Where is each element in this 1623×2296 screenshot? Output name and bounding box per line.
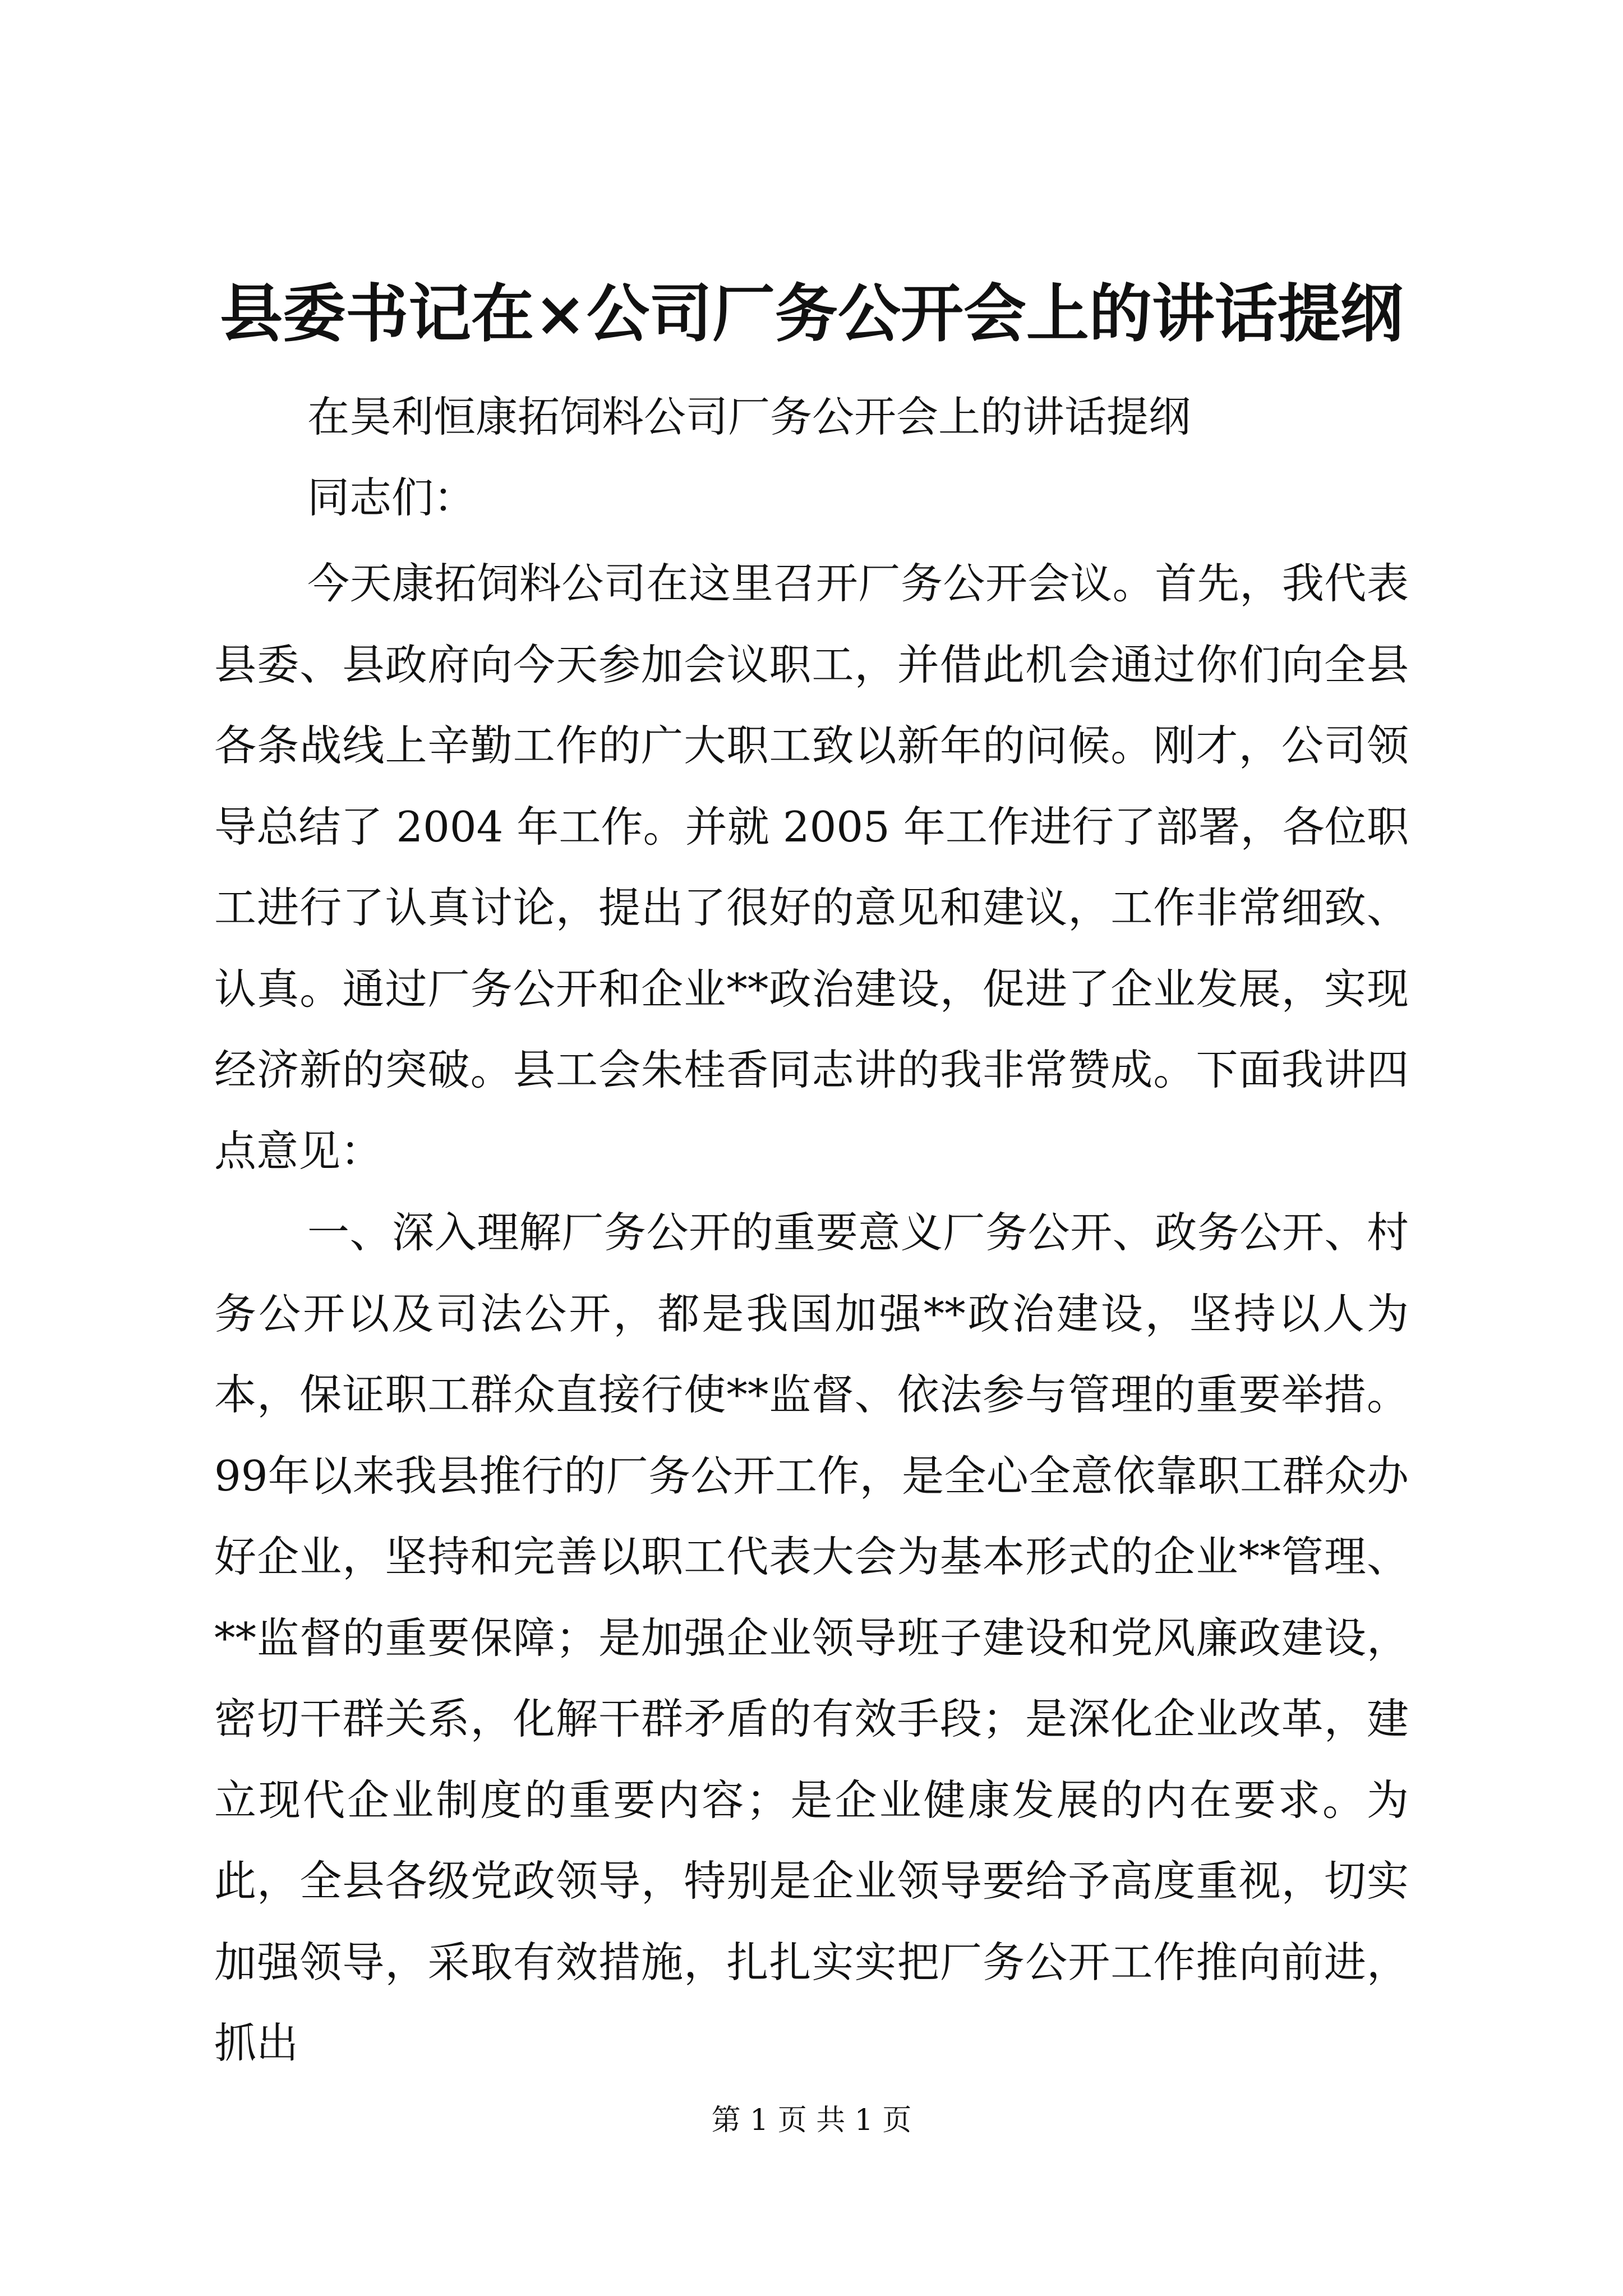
document-title: 县委书记在×公司厂务公开会上的讲话提纲 [220, 277, 1403, 351]
salutation: 同志们： [307, 473, 476, 522]
document-subtitle: 在昊利恒康拓饲料公司厂务公开会上的讲话提纲 [307, 392, 1191, 441]
body-paragraph: 今天康拓饲料公司在这里召开厂务公开会议。首先，我代表县委、县政府向今天参加会议职工，并借此机会通过你们向全县各条战线上辛勤工作的广大职工致以新年的问候。刚才，公司领导总结了 2004 年工作。并就 2005 年工作进行了部署，各位职工进行了认真讨论，提出了很好的意见和建议，工作非常细致、认真。通过厂务公开和企业**政治建设，促进了企业发展，实现经济新的突破。县工会朱桂香同志讲的我非常赞成。下面我讲四点意见： [214, 559, 1409, 1176]
body-paragraph: 一、深入理解厂务公开的重要意义厂务公开、政务公开、村务公开以及司法公开，都是我国加强**政治建设，坚持以人为本，保证职工群众直接行使**监督、依法参与管理的重要举措。99年以来我县推行的厂务公开工作，是全心全意依靠职工群众办好企业，坚持和完善以职工代表大会为基本形式的企业**管理、**监督的重要保障；是加强企业领导班子建设和党风廉政建设，密切干群关系，化解干群矛盾的有效手段；是深化企业改革，建立现代企业制度的重要内容；是企业健康发展的内在要求。为此，全县各级党政领导，特别是企业领导要给予高度重视，切实加强领导，采取有效措施，扎扎实实把厂务公开工作推向前进，抓出 [214, 1208, 1409, 2068]
page-footer: 第 1 页 共 1 页 [711, 2104, 912, 2137]
